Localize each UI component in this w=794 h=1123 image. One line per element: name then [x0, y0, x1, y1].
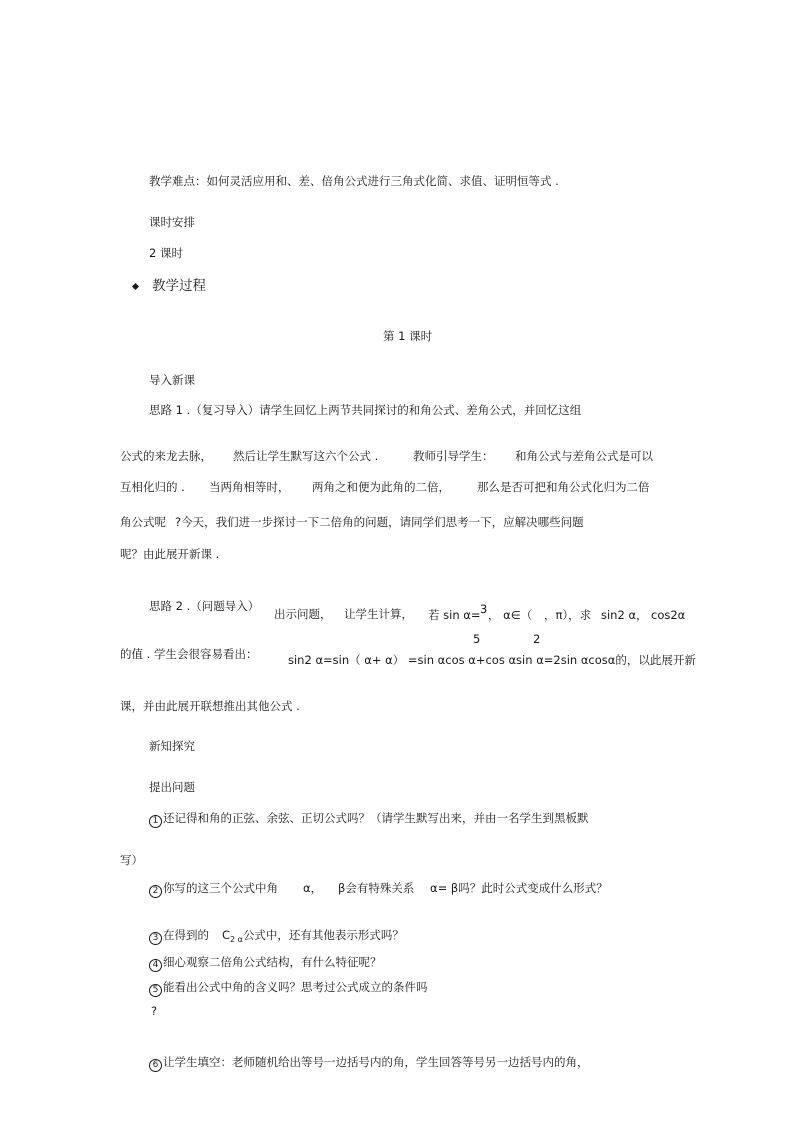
- circled-number: 4: [149, 959, 162, 972]
- bullet-diamond-icon: [132, 283, 139, 290]
- question-1-cont: 写）: [120, 853, 143, 867]
- idea1-line3b: 当两角相等时，: [209, 480, 290, 494]
- process-heading: 教学过程: [152, 278, 206, 294]
- idea2-f: sin2 α，: [601, 608, 648, 622]
- question-5: 5 能看出公式中角的含义吗？思考过公式成立的条件吗: [149, 982, 428, 997]
- idea1-line3d: 那么是否可把和角公式化归为二倍: [477, 480, 650, 494]
- idea2-a: 出示问题，: [274, 607, 332, 621]
- question-6: 6 让学生填空：老师随机给出等号一边括号内的角，学生回答等号另一边括号内的角，: [149, 1057, 589, 1072]
- idea1-line4a: 角公式呢: [120, 515, 166, 529]
- question-1: 1 还记得和角的正弦、余弦、正切公式吗？（请学生默写出来，并由一名学生到黑板默: [149, 813, 589, 828]
- idea1-line5: 呢？由此展开新课 .: [120, 547, 220, 561]
- explore-heading: 新知探究: [149, 739, 195, 753]
- idea2-e: ，π），求: [544, 608, 592, 622]
- frac-denominator: 5: [473, 632, 481, 646]
- pi-denominator: 2: [533, 632, 541, 646]
- circled-number: 1: [149, 815, 162, 828]
- circled-number: 3: [149, 932, 162, 945]
- idea1-line4b: ?今天，我们进一步探讨一下二倍角的问题，请同学们思考一下，应解决哪些问题: [175, 515, 584, 529]
- double-angle-formula: sin2 α=sin（ α+ α） =sin αcos α+cos αsin α=2sin αcosα的，以此展开新: [288, 653, 696, 667]
- idea2-c: 若 sin α=: [428, 608, 481, 622]
- idea2-b: 让学生计算，: [344, 607, 413, 621]
- question-heading: 提出问题: [149, 780, 195, 794]
- frac-numerator: 3: [480, 602, 488, 616]
- idea1-line2b: 然后让学生默写这六个公式 .: [233, 449, 379, 463]
- schedule-label: 课时安排: [149, 215, 195, 229]
- intro-heading: 导入新课: [149, 373, 195, 387]
- idea1-line2a: 公式的来龙去脉，: [120, 449, 212, 463]
- idea2-d: ， α∈（: [488, 608, 533, 622]
- idea2-g: cos2α: [651, 608, 686, 622]
- schedule-value: 2 课时: [149, 246, 183, 260]
- idea2-h: 的值 . 学生会很容易看出：: [120, 647, 258, 661]
- question-5-cont: ?: [151, 1004, 158, 1018]
- question-2-b: α，: [303, 881, 323, 895]
- lesson-title: 第 1 课时: [383, 329, 433, 343]
- idea2-lead: 思路 2 .（问题导入）: [149, 599, 260, 613]
- question-2-c: β会有特殊关系: [338, 881, 415, 895]
- idea1-line3a: 互相化归的 .: [120, 480, 185, 494]
- question-4: 4 细心观察二倍角公式结构，有什么特征呢？: [149, 957, 382, 972]
- idea1-line2c: 教师引导学生：: [413, 449, 494, 463]
- teaching-difficulty: 教学难点：如何灵活应用和、差、倍角公式进行三角式化简、求值、证明恒等式 .: [149, 174, 559, 188]
- question-2-d: α= β吗？此时公式变成什么形式？: [430, 881, 608, 895]
- idea2-line3: 课，并由此展开联想推出其他公式 .: [120, 699, 300, 713]
- circled-number: 5: [149, 984, 162, 997]
- question-3: 3 在得到的: [149, 930, 209, 945]
- question-2: 2 你写的这三个公式中角: [149, 883, 278, 898]
- circled-number: 2: [149, 885, 162, 898]
- circled-number: 6: [149, 1059, 162, 1072]
- idea1-line1: 思路 1 .（复习导入）请学生回忆上两节共同探讨的和角公式、差角公式，并回忆这组: [149, 403, 582, 417]
- idea1-line2d: 和角公式与差角公式是可以: [515, 449, 653, 463]
- question-3-formula: $C_{2 \alpha}$公式中，还有其他表示形式吗？: [222, 928, 404, 944]
- idea1-line3c: 两角之和便为此角的二倍，: [312, 480, 450, 494]
